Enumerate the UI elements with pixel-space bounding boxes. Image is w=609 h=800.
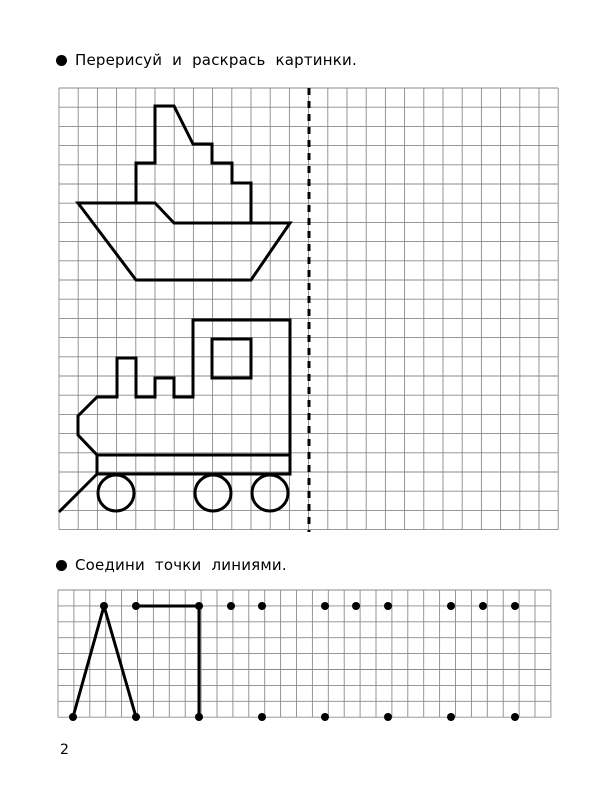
dots-layer <box>69 602 519 721</box>
dot <box>132 602 140 610</box>
dot <box>258 602 266 610</box>
dot <box>195 713 203 721</box>
dot <box>384 602 392 610</box>
locomotive-body <box>78 320 290 474</box>
page-number: 2 <box>60 742 69 758</box>
dot <box>511 713 519 721</box>
connected-lines <box>73 606 199 717</box>
task-2-text: Соедини точки линиями. <box>75 556 287 574</box>
dot <box>479 602 487 610</box>
dot <box>352 602 360 610</box>
dot <box>384 713 392 721</box>
dot <box>321 602 329 610</box>
dot <box>447 713 455 721</box>
task-1-text: Перерисуй и раскрась картинки. <box>75 51 357 69</box>
dot <box>258 713 266 721</box>
dot <box>321 713 329 721</box>
dot <box>447 602 455 610</box>
dot <box>227 602 235 610</box>
dot <box>195 602 203 610</box>
dot <box>100 602 108 610</box>
bullet-icon <box>56 560 67 571</box>
boat-picture <box>78 106 290 280</box>
dot <box>511 602 519 610</box>
task-2-instruction <box>56 556 287 574</box>
dot <box>69 713 77 721</box>
dot <box>132 713 140 721</box>
wheel-front <box>98 475 134 511</box>
